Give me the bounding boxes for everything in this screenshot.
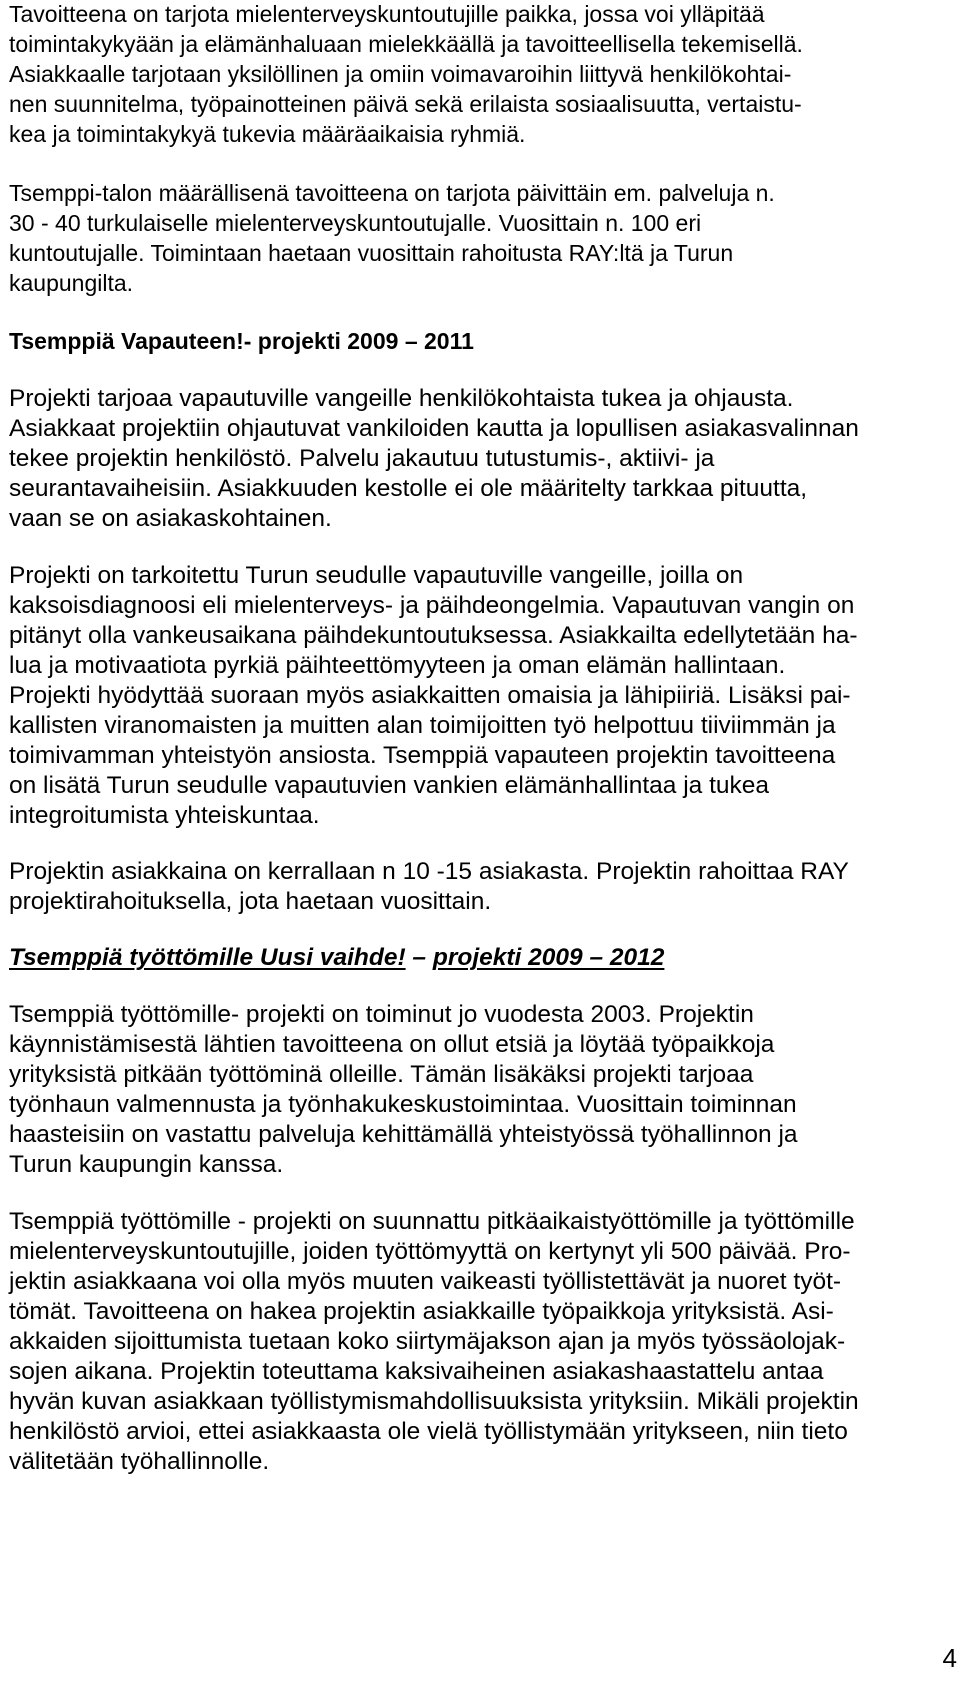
text-line: akkaiden sijoittumista tuetaan koko siirtymäjakson ajan ja myös työssäolojak- [9, 1328, 846, 1355]
text-line: käynnistämisestä lähtien tavoitteena on ollut etsiä ja löytää työpaikkoja [9, 1031, 775, 1058]
text-line: sojen aikana. Projektin toteuttama kaksivaiheinen asiakashaastattelu antaa [9, 1358, 824, 1385]
text-line: Asiakkaalle tarjotaan yksilöllinen ja omiin voimavaroihin liittyvä henkilökohtai- [9, 61, 792, 87]
text-line: lua ja motivaatiota pyrkiä päihteettömyyteen ja oman elämän hallintaan. [9, 652, 786, 679]
text-line: haasteisiin on vastattu palveluja kehittämällä yhteistyössä työhallinnon ja [9, 1121, 798, 1148]
text-line: henkilöstö arvioi, ettei asiakkaasta ole vielä työllistymään yritykseen, niin tieto [9, 1418, 848, 1445]
text-line: projektirahoituksella, jota haetaan vuosittain. [9, 888, 492, 915]
page-number: 4 [942, 1643, 957, 1673]
text-line: vaan se on asiakaskohtainen. [9, 505, 332, 532]
heading-separator: – [405, 944, 433, 971]
text-line: Tsemppiä työttömille - projekti on suunnattu pitkäaikaistyöttömille ja työttömille [9, 1208, 855, 1235]
text-line: on lisätä Turun seudulle vapautuvien vankien elämänhallintaa ja tukea [9, 772, 770, 799]
text-line: Projekti tarjoaa vapautuville vangeille henkilökohtaista tukea ja ohjausta. [9, 385, 794, 412]
text-line: tekee projektin henkilöstö. Palvelu jakautuu tutustumis-, aktiivi- ja [9, 445, 715, 472]
text-line: kuntoutujalle. Toimintaan haetaan vuosittain rahoitusta RAY:ltä ja Turun [9, 240, 734, 266]
text-line: toimintakykyään ja elämänhaluaan mielekkäällä ja tavoitteellisella tekemisellä. [9, 31, 803, 57]
text-line: Tsemppiä työttömille- projekti on toiminut jo vuodesta 2003. Projektin [9, 1001, 754, 1028]
text-line: kallisten viranomaisten ja muitten alan toimijoitten työ helpottuu tiiviimmän ja [9, 712, 836, 739]
heading-period: projekti 2009 – 2012 [432, 944, 665, 971]
text-line: Asiakkaat projektiin ohjautuvat vankiloiden kautta ja lopullisen asiakasvalinnan [9, 415, 859, 442]
heading-title: Tsemppiä työttömille Uusi vaihde! [9, 944, 406, 971]
text-line: työnhaun valmennusta ja työnhakukeskustoimintaa. Vuosittain toiminnan [9, 1091, 797, 1118]
text-line: mielenterveyskuntoutujille, joiden työttömyyttä on kertynyt yli 500 päivää. Pro- [9, 1238, 851, 1265]
text-line: pitänyt olla vankeusaikana päihdekuntoutuksessa. Asiakkailta edellytetään ha- [9, 622, 858, 649]
text-line: Projekti hyödyttää suoraan myös asiakkaitten omaisia ja lähipiiriä. Lisäksi pai- [9, 682, 851, 709]
text-line: integroitumista yhteiskuntaa. [9, 802, 320, 829]
text-line: seurantavaiheisiin. Asiakkuuden kestolle ei ole määritelty tarkkaa pituutta, [9, 475, 808, 502]
text-line: tömät. Tavoitteena on hakea projektin asiakkaille työpaikkoja yrityksistä. Asi- [9, 1298, 834, 1325]
text-line: Projekti on tarkoitettu Turun seudulle vapautuville vangeille, joilla on [9, 562, 744, 589]
section-heading-vapauteen: Tsemppiä Vapauteen!- projekti 2009 – 2011 [9, 328, 474, 354]
section-heading-uusi-vaihde [9, 946, 664, 971]
text-line: Turun kaupungin kanssa. [9, 1151, 284, 1178]
text-line: Tsemppi-talon määrällisenä tavoitteena on tarjota päivittäin em. palveluja n. [9, 180, 775, 206]
text-line: kaupungilta. [9, 270, 134, 296]
text-line: kaksoisdiagnoosi eli mielenterveys- ja päihdeongelmia. Vapautuvan vangin on [9, 592, 855, 619]
text-line: välitetään työhallinnolle. [9, 1448, 270, 1475]
text-line: hyvän kuvan asiakkaan työllistymismahdollisuuksista yrityksiin. Mikäli projektin [9, 1388, 859, 1415]
text-line: nen suunnitelma, työpainotteinen päivä sekä erilaista sosiaalisuutta, vertaistu- [9, 91, 802, 117]
text-line: Tavoitteena on tarjota mielenterveyskuntoutujille paikka, jossa voi ylläpitää [9, 1, 765, 27]
text-line: toimivamman yhteistyön ansiosta. Tsemppiä vapauteen projektin tavoitteena [9, 742, 836, 769]
text-line: kea ja toimintakykyä tukevia määräaikaisia ryhmiä. [9, 121, 526, 147]
text-line: jektin asiakkaana voi olla myös muuten vaikeasti työllistettävät ja nuoret työt- [9, 1268, 842, 1295]
text-line: 30 - 40 turkulaiselle mielenterveyskuntoutujalle. Vuosittain n. 100 eri [9, 210, 702, 236]
text-line: Projektin asiakkaina on kerrallaan n 10 -15 asiakasta. Projektin rahoittaa RAY [9, 858, 849, 885]
text-line: yrityksistä pitkään työttöminä olleille. Tämän lisäkäksi projekti tarjoaa [9, 1061, 754, 1088]
